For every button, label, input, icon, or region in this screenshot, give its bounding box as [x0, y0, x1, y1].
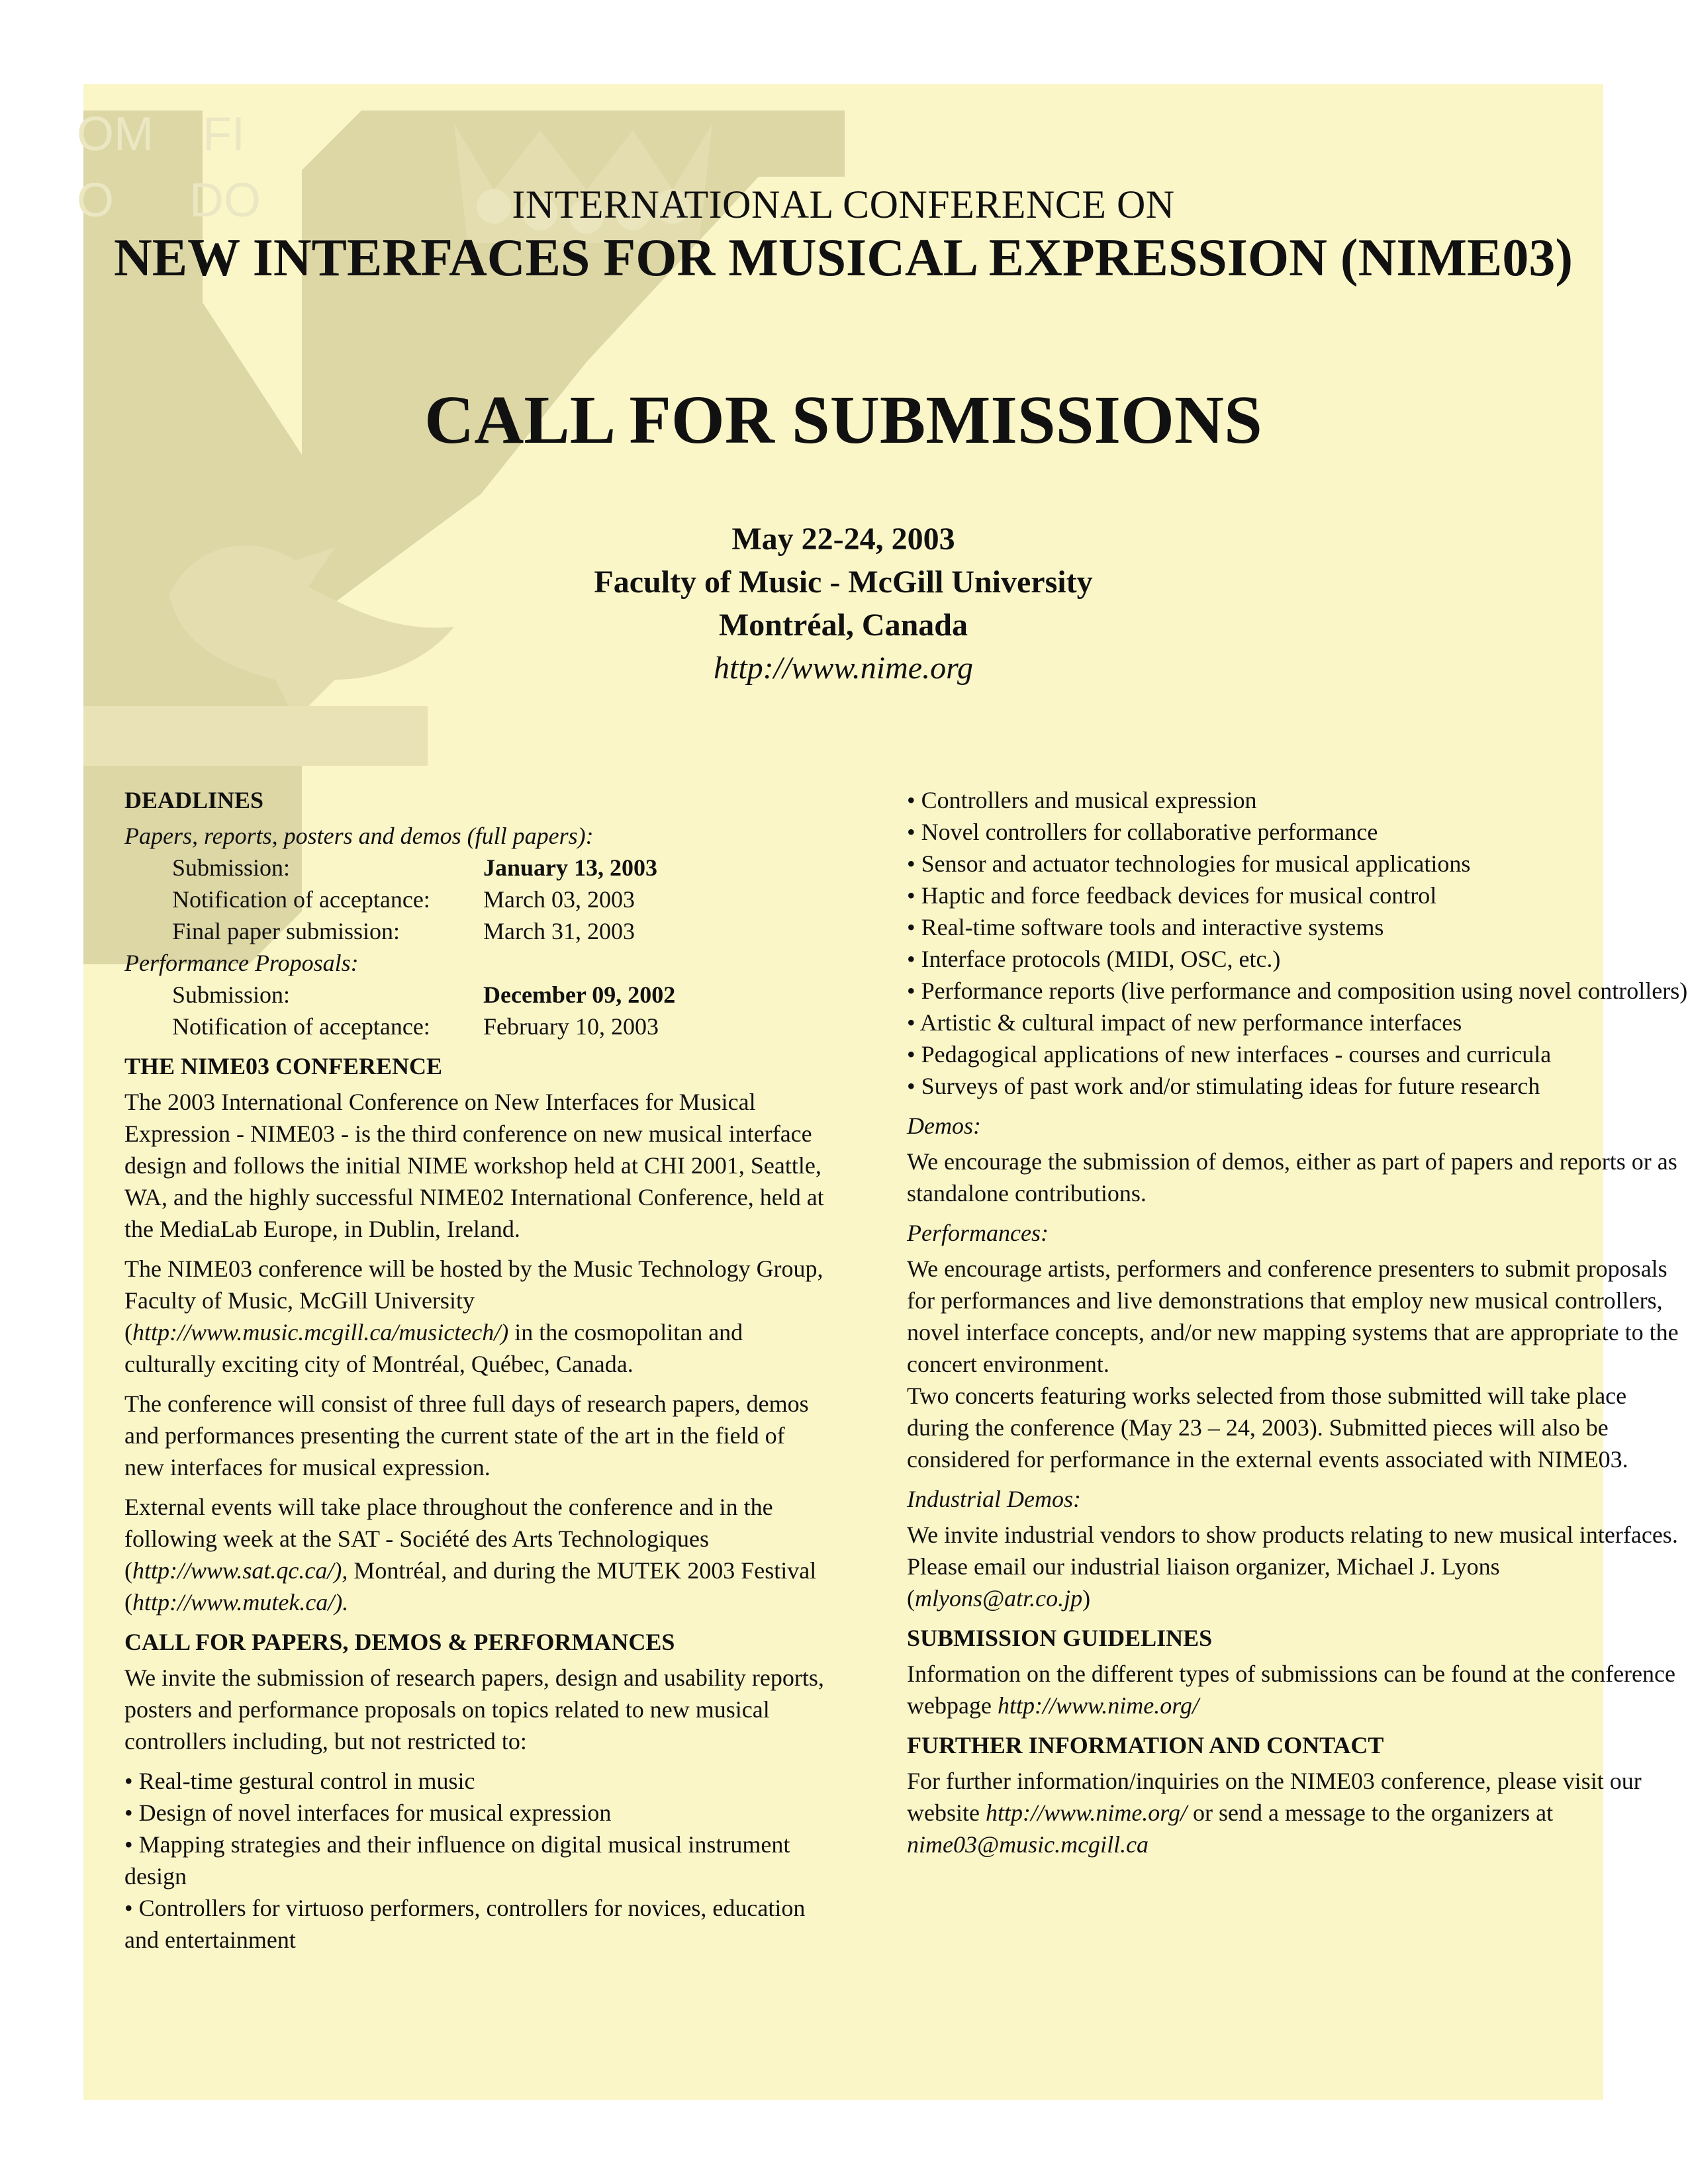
topic-item: • Real-time gestural control in music	[124, 1768, 475, 1794]
contact-heading: FURTHER INFORMATION AND CONTACT	[907, 1732, 1384, 1758]
performances-label: Performances:	[907, 1220, 1049, 1246]
deadlines-heading: DEADLINES	[124, 787, 264, 813]
guidelines-text: Information on the different types of submissions can be found at the conference webpage http://www.nime.org/	[907, 1661, 1675, 1719]
contact-url-link[interactable]: http://www.nime.org/	[985, 1799, 1187, 1826]
deadline-row	[172, 852, 826, 884]
deadline-date: March 03, 2003	[483, 886, 635, 913]
deadline-row	[172, 884, 826, 915]
crest-letters-o: O	[77, 174, 115, 227]
organizers-email-link[interactable]: nime03@music.mcgill.ca	[907, 1831, 1149, 1858]
topic-item: • Sensor and actuator technologies for musical applications	[907, 850, 1471, 877]
deadline-label: Submission:	[172, 981, 291, 1008]
conference-paragraph: External events will take place throughout the conference and in the following week at the SAT - Société des Arts Technologiques (http://www.sat.qc.ca/), Montréal, and during the MUTEK 2003 Festival (http://www.mutek.ca/).	[124, 1494, 817, 1615]
deadline-label: Final paper submission:	[172, 918, 400, 944]
industrial-demos-label: Industrial Demos:	[907, 1486, 1081, 1512]
deadline-label: Submission:	[172, 854, 291, 881]
deadline-date: February 10, 2003	[483, 1013, 659, 1040]
deadline-row	[172, 1011, 826, 1042]
deadline-date: March 31, 2003	[483, 918, 635, 944]
topic-item: • Design of novel interfaces for musical expression	[124, 1799, 612, 1826]
conference-paragraph: The NIME03 conference will be hosted by the Music Technology Group, Faculty of Music, McGill University (http://www.music.mcgill.ca/musictech/) in the cosmopolitan and culturally exciting city of Montréal, Québec, Canada.	[124, 1255, 823, 1377]
deadline-row	[172, 915, 826, 947]
performances-text: We encourage artists, performers and conference presenters to submit proposals for performances and live demonstrations that employ new musical controllers, novel interface concepts, and/or new mapping systems that are appropriate to the concert environment.	[907, 1255, 1679, 1377]
deadline-label: Notification of acceptance:	[172, 1013, 430, 1040]
conference-venue: Faculty of Music - McGill University	[594, 565, 1093, 600]
music-tech-url-link[interactable]: http://www.music.mcgill.ca/musictech/)	[132, 1319, 509, 1345]
sat-url-link[interactable]: http://www.sat.qc.ca/),	[132, 1557, 348, 1584]
contact-text: For further information/inquiries on the NIME03 conference, please visit our website http://www.nime.org/ or send a message to the organizers at nime03@music.mcgill.ca	[907, 1768, 1642, 1858]
topic-item: • Novel controllers for collaborative performance	[907, 819, 1378, 845]
topic-item: • Real-time software tools and interactive systems	[907, 914, 1384, 940]
topic-item: • Pedagogical applications of new interfaces - courses and curricula	[907, 1041, 1552, 1068]
crest-letters-do: DO	[189, 174, 261, 227]
topics-list-left	[124, 1765, 826, 1956]
conference-paragraph: The 2003 International Conference on New Interfaces for Musical Expression - NIME03 - is the third conference on new musical interface design and follows the initial NIME workshop held at CHI 2001, Seattle, WA, and the highly successful NIME02 International Conference, held at the MediaLab Europe, in Dublin, Ireland.	[124, 1089, 824, 1242]
performances-text: Two concerts featuring works selected from those submitted will take place during the conference (May 23 – 24, 2003). Submitted pieces will also be considered for performance in the external events associated with NIME03.	[907, 1383, 1628, 1473]
topics-list-right	[907, 784, 1688, 1102]
guidelines-url-link[interactable]: http://www.nime.org/	[997, 1692, 1199, 1719]
conference-url-link[interactable]: http://www.nime.org	[713, 651, 973, 686]
deadline-row	[172, 979, 826, 1011]
topic-item: • Artistic & cultural impact of new performance interfaces	[907, 1009, 1462, 1036]
conference-heading: THE NIME03 CONFERENCE	[124, 1053, 443, 1079]
right-column	[907, 784, 1688, 1868]
mutek-url-link[interactable]: http://www.mutek.ca/).	[132, 1589, 349, 1615]
papers-deadlines-label: Papers, reports, posters and demos (full papers):	[124, 823, 594, 849]
guidelines-heading: SUBMISSION GUIDELINES	[907, 1625, 1213, 1651]
conference-title: NEW INTERFACES FOR MUSICAL EXPRESSION (NIME03)	[114, 229, 1573, 287]
topic-item: • Performance reports (live performance and composition using novel controllers)	[907, 978, 1688, 1004]
topic-item: • Interface protocols (MIDI, OSC, etc.)	[907, 946, 1281, 972]
conference-dates: May 22-24, 2003	[731, 522, 955, 557]
industrial-demos-text: We invite industrial vendors to show products relating to new musical interfaces. Please email our industrial liaison organizer, Michael J. Lyons (mlyons@atr.co.jp)	[907, 1522, 1678, 1612]
topic-item: • Controllers for virtuoso performers, controllers for novices, education and entertainment	[124, 1895, 806, 1953]
conference-paragraph: The conference will consist of three full days of research papers, demos and performances presenting the current state of the art in the field of new interfaces for musical expression.	[124, 1390, 809, 1480]
call-for-submissions-title: CALL FOR SUBMISSIONS	[424, 382, 1262, 458]
call-heading: CALL FOR PAPERS, DEMOS & PERFORMANCES	[124, 1629, 675, 1655]
left-column	[124, 784, 826, 1964]
industrial-email-link[interactable]: mlyons@atr.co.jp	[915, 1585, 1083, 1612]
topic-item: • Surveys of past work and/or stimulating ideas for future research	[907, 1073, 1540, 1099]
topic-item: • Haptic and force feedback devices for musical control	[907, 882, 1437, 909]
crest-letters-om: OM	[77, 108, 154, 161]
deadline-date: January 13, 2003	[483, 854, 658, 881]
deadline-label: Notification of acceptance:	[172, 886, 430, 913]
topic-item: • Mapping strategies and their influence on digital musical instrument design	[124, 1831, 790, 1889]
demos-text: We encourage the submission of demos, either as part of papers and reports or as standalone contributions.	[907, 1148, 1677, 1206]
crest-letters-fi: FI	[203, 108, 245, 161]
deadline-date: December 09, 2002	[483, 981, 676, 1008]
demos-label: Demos:	[907, 1113, 981, 1139]
performance-deadlines-label: Performance Proposals:	[124, 950, 359, 976]
conference-kicker: INTERNATIONAL CONFERENCE ON	[512, 183, 1175, 226]
conference-city: Montréal, Canada	[719, 608, 968, 643]
topic-item: • Controllers and musical expression	[907, 787, 1257, 813]
call-intro: We invite the submission of research papers, design and usability reports, posters and performance proposals on topics related to new musical controllers including, but not restricted to:	[124, 1664, 824, 1754]
flyer-page	[77, 84, 1688, 2100]
